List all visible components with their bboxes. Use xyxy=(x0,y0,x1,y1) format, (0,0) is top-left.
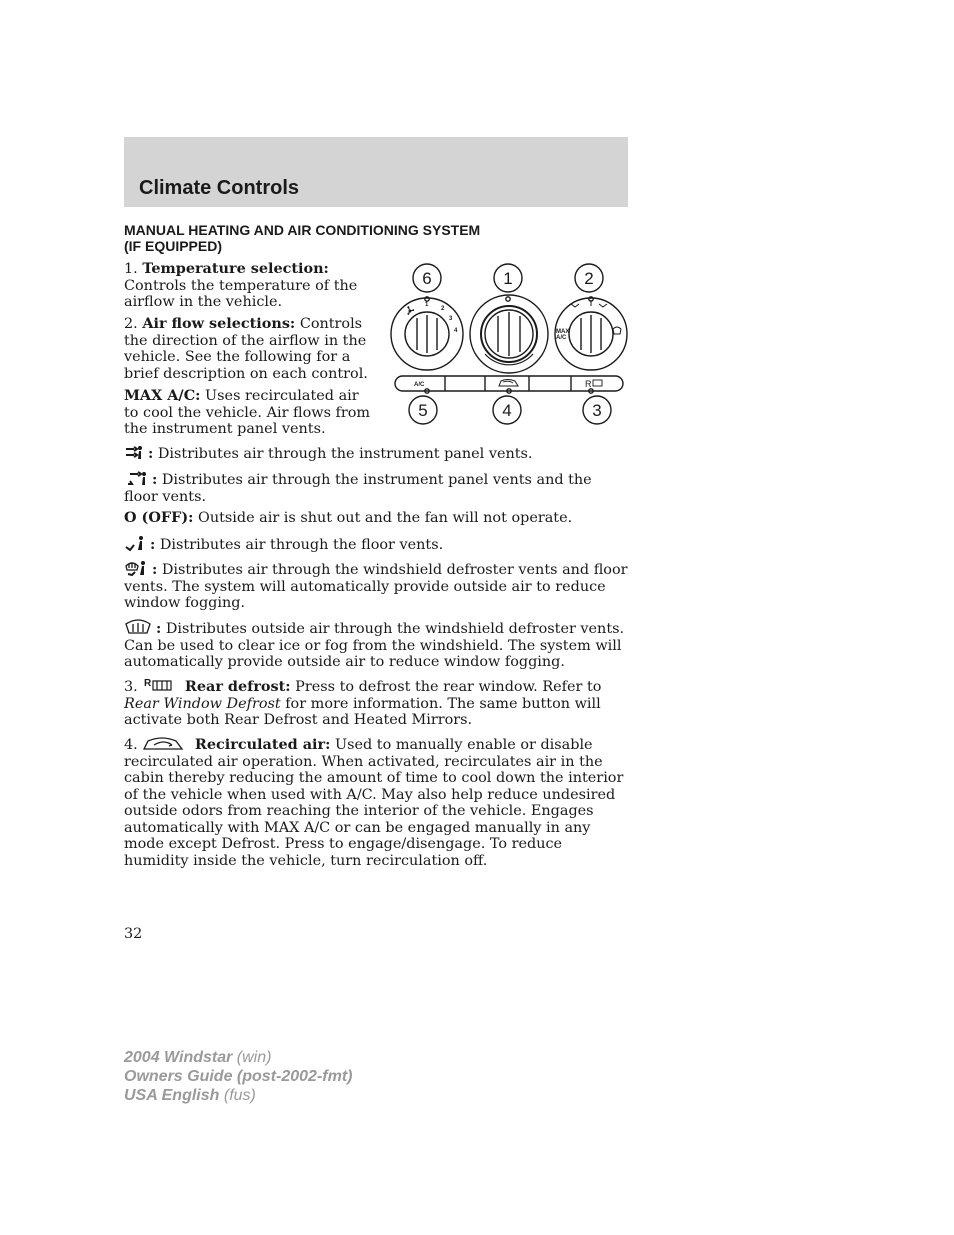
item-temperature: 1. Temperature selection: Controls the temperature of the airflow in the vehicle. xyxy=(124,260,358,310)
callout-6: 6 xyxy=(422,269,432,288)
section-header-band xyxy=(124,137,628,207)
item-rear-defrost: 3. R Rear defrost: Press to defrost the rear window. Refer to Rear Window Defrost for more information. The same button will activate both Rear Defrost and Heated Mirrors. xyxy=(124,678,602,728)
windshield-defrost-icon xyxy=(124,619,152,636)
callout-4: 4 xyxy=(502,401,512,420)
recirculation-icon xyxy=(142,735,186,752)
fan-mark-1: 1 xyxy=(425,302,429,308)
section-heading-line2: (IF EQUIPPED) xyxy=(124,238,223,254)
footer-line1: 2004 Windstar (win) xyxy=(124,1049,272,1066)
ac-button-label: A/C xyxy=(414,382,425,388)
document-footer xyxy=(124,1048,352,1105)
callout-1: 1 xyxy=(503,269,513,288)
section-heading-line1: MANUAL HEATING AND AIR CONDITIONING SYSTEM xyxy=(124,222,481,238)
panel-floor-vent-icon xyxy=(124,470,148,487)
fan-mark-2: 2 xyxy=(441,306,445,312)
floor-defrost-icon xyxy=(124,560,148,577)
item-panel-floor: : Distributes air through the instrument panel vents and the floor vents. xyxy=(124,471,592,505)
fan-mark-3: 3 xyxy=(449,316,453,322)
mode-mark-ac: A/C xyxy=(556,335,567,341)
footer-line3: USA English (fus) xyxy=(124,1087,256,1104)
page-number: 32 xyxy=(124,926,143,942)
page-title: Climate Controls xyxy=(139,177,300,199)
item-floor: : Distributes air through the floor vents. xyxy=(124,535,630,554)
fan-icon xyxy=(407,306,414,315)
item-panel: : Distributes air through the instrument panel vents. xyxy=(124,444,630,463)
section-heading xyxy=(124,222,624,254)
item-max-ac: MAX A/C: Uses recirculated air to cool the vehicle. Air flows from the instrument panel vents. xyxy=(124,387,371,437)
item-recirculated: 4. Recirculated air: Used to manually enable or disable recirculated air operation. When activated, recirculates air in the cabin thereby reducing the amount of time to cool down the interior of the vehicle when used with A/C. May also help reduce undesired outside odors from reaching the interior of the vehicle. Engages automatically with MAX A/C or can be engaged manually in any mode except Defrost. Press to engage/disengage. To reduce humidity inside the vehicle, turn recirculation off. xyxy=(124,736,624,869)
climate-control-diagram xyxy=(385,262,630,432)
panel-vent-icon xyxy=(124,444,144,461)
item-floor-defrost: : Distributes air through the windshield defroster vents and floor vents. The system will automatically provide outside air to reduce window fogging. xyxy=(124,561,628,611)
rear-defrost-icon xyxy=(142,677,176,694)
fan-mark-4: 4 xyxy=(454,328,458,334)
item-defrost: : Distributes outside air through the windshield defroster vents. Can be used to clear ice or fog from the windshield. The system will automatically provide outside air to reduce window fogging. xyxy=(124,620,625,670)
item-off: O (OFF): Outside air is shut out and the fan will not operate. xyxy=(124,509,573,526)
callout-5: 5 xyxy=(418,401,428,420)
mode-mark-max: MAX xyxy=(556,329,570,335)
callout-2: 2 xyxy=(584,269,594,288)
floor-vent-icon xyxy=(124,535,146,552)
rear-button-label: R xyxy=(585,379,592,389)
callout-3: 3 xyxy=(592,401,602,420)
footer-line2: Owners Guide (post-2002-fmt) xyxy=(124,1068,353,1085)
svg-text:R: R xyxy=(144,678,152,689)
item-airflow: 2. Air flow selections: Controls the direction of the airflow in the vehicle. See the following for a brief description on each control. xyxy=(124,315,368,382)
